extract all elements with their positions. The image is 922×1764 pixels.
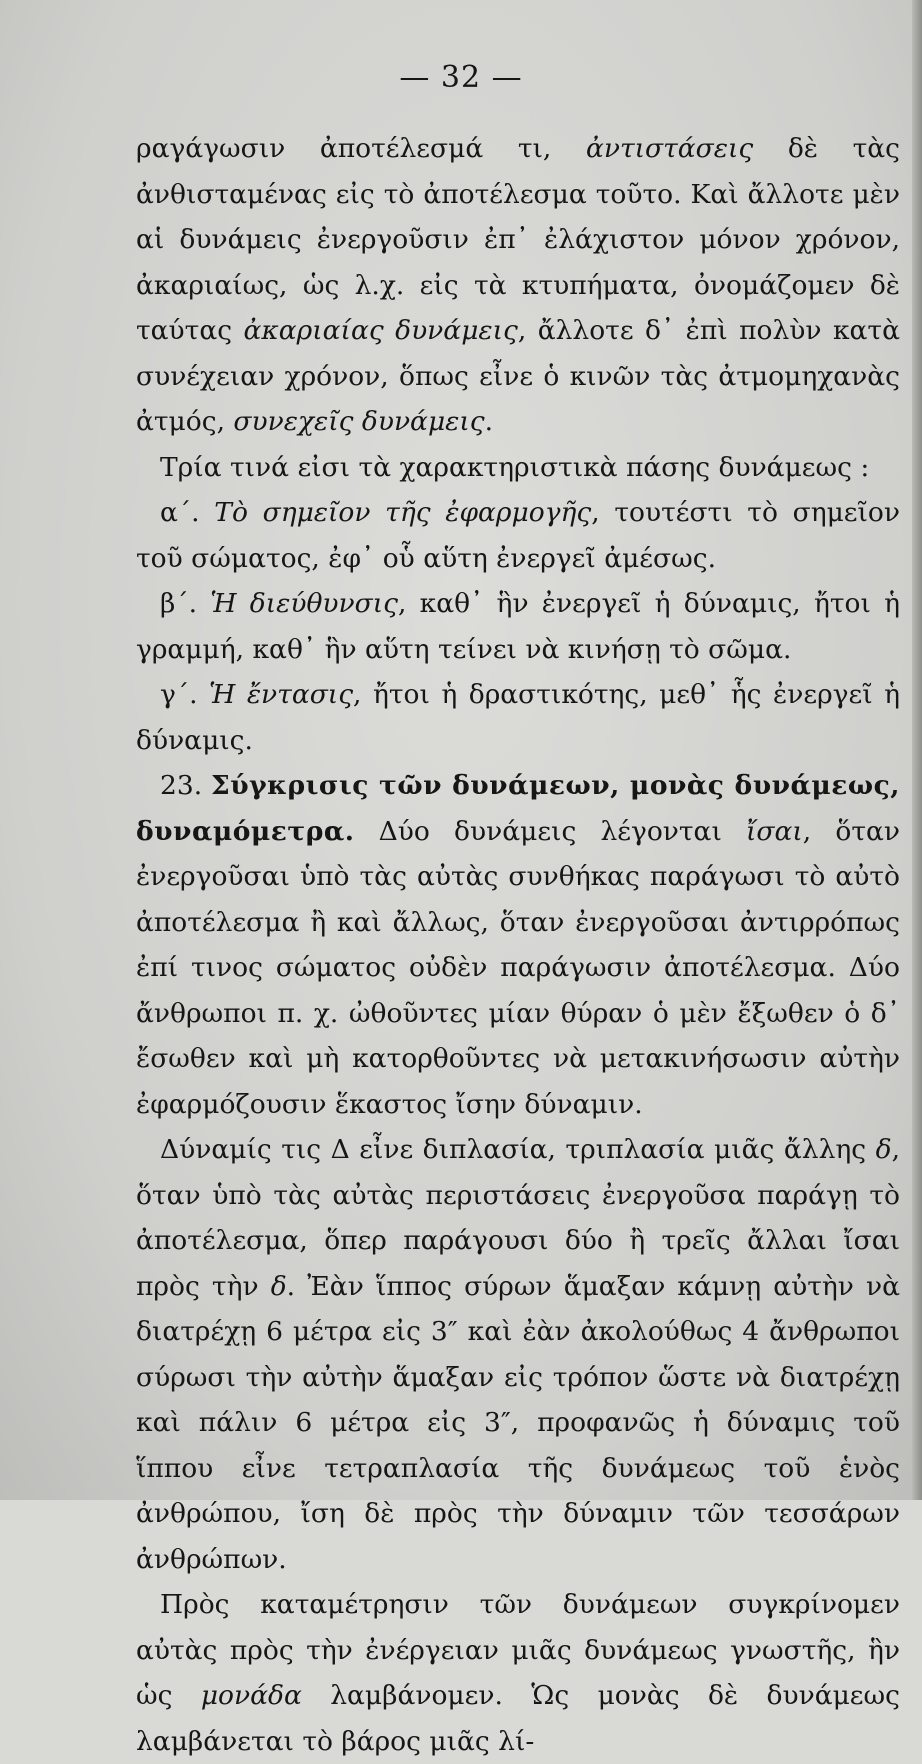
italic-symbol: δ: [875, 1134, 892, 1165]
text-run: , ἄλλοτε δ᾽ ἐπὶ πολὺν κατὰ συνέχειαν χρόνον, ὅπως εἶνε ὁ κινῶν τὰς ἀτμομηχανὰς ἀτμός,: [136, 315, 900, 437]
italic-term: μονάδα: [200, 1680, 302, 1711]
page-edge-shadow: [912, 0, 922, 1500]
paragraph-4: [136, 581, 900, 672]
section-heading: Σύγκρισις τῶν δυνάμεων, μονὰς δυνάμεως, δυναμόμετρα.: [136, 770, 900, 847]
text-run: δὲ τὰς ἀνθισταμένας εἰς τὸ ἀποτέλεσμα τοῦτο. Καὶ ἄλλοτε μὲν αἱ δυνάμεις ἐνεργοῦσιν ἐπ᾽ ἐλάχιστον μόνον χρόνον, ἀκαριαίως, ὡς λ.χ. εἰς τὰ κτυπήματα, ὀνομάζομεν δὲ ταύτας: [136, 133, 900, 346]
text-run: Δύναμίς τις Δ εἶνε διπλασία, τριπλασία μιᾶς ἄλλης: [160, 1134, 876, 1165]
text-run: , καθ᾽ ἣν ἐνεργεῖ ἡ δύναμις, ἤτοι ἡ γραμμή, καθ᾽ ἣν αὕτη τείνει νὰ κινήσῃ τὸ σῶμα.: [136, 588, 900, 665]
text-run: λαμβάνομεν. Ὡς μονὰς δὲ δυνάμεως λαμβάνεται τὸ βάρος μιᾶς λί-: [136, 1680, 900, 1757]
italic-term: Ἡ ἔντασις: [209, 679, 354, 710]
italic-term: Τὸ σημεῖον τῆς ἐφαρμογῆς: [214, 497, 592, 528]
page-number: — 32 —: [399, 60, 523, 95]
text-run: Δύο δυνάμεις λέγονται: [354, 815, 747, 847]
text-run: , ἤτοι ἡ δραστικότης, μεθ᾽ ἧς ἐνεργεῖ ἡ δύναμις.: [136, 679, 900, 756]
paragraph-6: [136, 763, 900, 1127]
text-run: .: [484, 406, 494, 437]
list-marker: γ΄.: [160, 679, 210, 710]
paragraph-2: Τρία τινά εἰσι τὰ χαρακτηριστικὰ πάσης δυνάμεως :: [160, 451, 870, 483]
text-run: Πρὸς καταμέτρησιν τῶν δυνάμεων συγκρίνομεν αὐτὰς πρὸς τὴν ἐνέργειαν μιᾶς δυνάμεως γνωστῆς, ἣν ὡς: [136, 1589, 900, 1711]
italic-term: ἀντιστάσεις: [585, 133, 754, 164]
paragraph-5: [136, 672, 900, 763]
text-run: , ὅταν ὑπὸ τὰς αὐτὰς περιστάσεις ἐνεργοῦσα παράγῃ τὸ ἀποτέλεσμα, ὅπερ παράγουσι δύο ἢ τρεῖς ἄλλαι ἴσαι πρὸς τὴν: [136, 1134, 900, 1302]
italic-term: Ἡ διεύθυνσις: [210, 588, 398, 619]
italic-term: ἀκαριαίας δυνάμεις: [243, 315, 518, 346]
section-number: 23.: [160, 770, 211, 801]
paragraph-7: [136, 1127, 900, 1582]
italic-term: ἴσαι: [746, 815, 803, 847]
text-run: . Ἐὰν ἵππος σύρων ἅμαξαν κάμνῃ αὐτὴν νὰ διατρέχῃ 6 μέτρα εἰς 3″ καὶ ἐὰν ἀκολούθως 4 ἄνθρωποι σύρωσι τὴν αὐτὴν ἅμαξαν εἰς τρόπον ὥστε νὰ διατρέχῃ καὶ πάλιν 6 μέτρα εἰς 3″, προφανῶς ἡ δύναμις τοῦ ἵππου εἶνε τετραπλασία τῆς δυνάμεως τοῦ ἑνὸς ἀνθρώπου, ἴση δὲ πρὸς τὴν δύναμιν τῶν τεσσάρων ἀνθρώπων.: [136, 1270, 900, 1575]
page-body: [136, 126, 900, 1764]
text-run: , ὅταν ἐνεργοῦσαι ὑπὸ τὰς αὐτὰς συνθήκας παράγωσι τὸ αὐτὸ ἀποτέλεσμα ἢ καὶ ἄλλως, ὅταν ἐνεργοῦσαι ἀντιρρόπως ἐπί τινος σώματος οὐδὲν παράγωσιν ἀποτέλεσμα. Δύο ἄνθρωποι π. χ. ὠθοῦντες μίαν θύραν ὁ μὲν ἔξωθεν ὁ δ᾽ ἔσωθεν καὶ μὴ κατορθοῦντες νὰ μετακινήσωσιν αὐτὴν ἐφαρμόζουσιν ἕκαστος ἴσην δύναμιν.: [136, 815, 900, 1120]
paragraph-3: [136, 490, 900, 581]
paragraph-1: [136, 126, 900, 445]
italic-symbol: δ: [270, 1270, 287, 1302]
list-marker: β΄.: [160, 588, 211, 619]
text-run: , τουτέστι τὸ σημεῖον τοῦ σώματος, ἐφ᾽ οὗ αὕτη ἐνεργεῖ ἀμέσως.: [136, 497, 900, 574]
italic-term: συνεχεῖς δυνάμεις: [233, 406, 485, 437]
list-marker: α΄.: [160, 497, 215, 528]
paragraph-8: [136, 1582, 900, 1764]
text-run: ραγάγωσιν ἀποτέλεσμά τι,: [136, 133, 586, 164]
